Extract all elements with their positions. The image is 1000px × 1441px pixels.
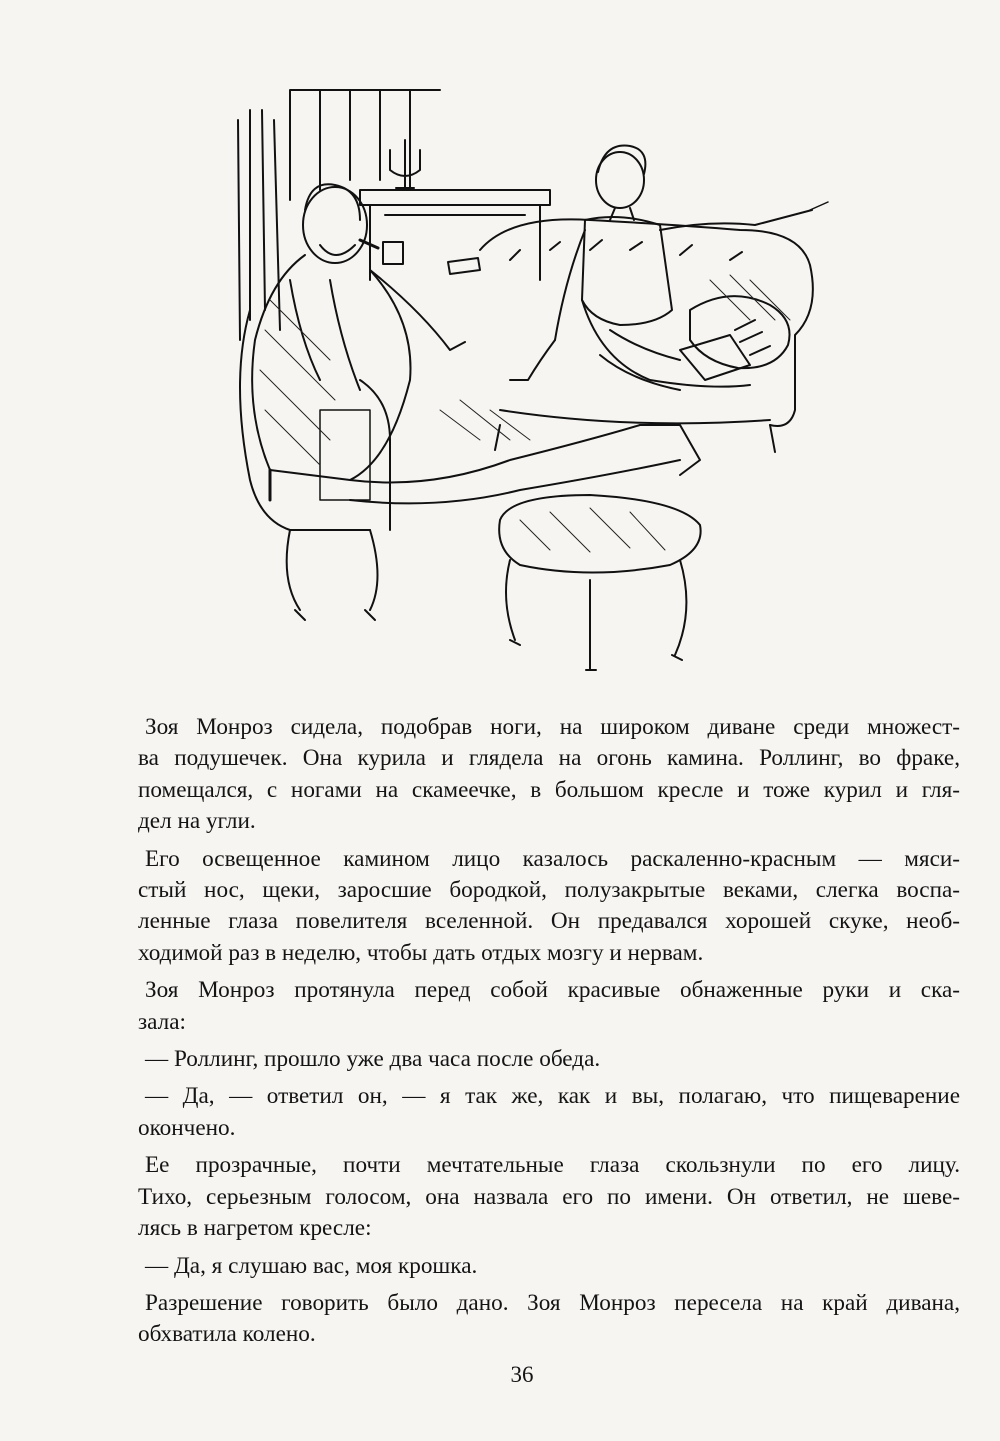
text-line: помещался, с ногами на скамеечке, в большом кресле и тоже курил и гля- — [138, 776, 960, 803]
fireplace-mantel — [360, 190, 550, 205]
candelabra-icon — [390, 140, 420, 188]
text-line: Зоя Монроз протянула перед собой красивые обнаженные руки и ска- — [145, 977, 960, 1004]
footstool — [499, 495, 700, 670]
paragraph — [138, 712, 960, 838]
paragraph — [138, 844, 960, 970]
text-line: — Да, — ответил он, — я так же, как и вы, полагаю, что пищеварение — [145, 1083, 960, 1110]
text-line: ва подушечек. Она курила и глядела на огонь камина. Роллинг, во фраке, — [138, 745, 960, 772]
text-line: — Роллинг, прошло уже два часа после обеда. — [145, 1046, 601, 1073]
text-line: Тихо, серьезным голосом, она назвала его по имени. Он ответил, не шеве- — [138, 1183, 960, 1210]
paragraph — [138, 975, 960, 1038]
text-line: — Да, я слушаю вас, моя крошка. — [145, 1252, 478, 1279]
body-text — [138, 712, 960, 1357]
window-frame — [290, 90, 440, 200]
text-line: ленные глаза повелителя вселенной. Он предавался хорошей скуке, необ- — [138, 908, 960, 935]
paragraph — [138, 1288, 960, 1351]
text-line: Зоя Монроз сидела, подобрав ноги, на широком диване среди множест- — [145, 714, 960, 740]
armchair — [240, 310, 390, 620]
woman-figure — [510, 146, 828, 390]
text-line: ходимой раз в неделю, чтобы дать отдых мозгу и нервам. — [138, 939, 704, 966]
curtain-left — [238, 110, 280, 340]
text-line: Его освещенное камином лицо казалось раскаленно-красным — мяси- — [145, 845, 960, 872]
text-line: обхватила колено. — [138, 1321, 316, 1348]
text-line: Разрешение говорить было дано. Зоя Монроз пересела на край дивана, — [145, 1289, 960, 1316]
paragraph — [138, 1081, 960, 1144]
picture-frame — [383, 242, 403, 264]
text-line: дел на угли. — [138, 808, 256, 835]
text-line: окончено. — [138, 1114, 236, 1141]
books-on-table — [448, 258, 480, 274]
page-number: 36 — [510, 1362, 534, 1387]
text-line: зала: — [138, 1008, 186, 1035]
cushions — [680, 296, 790, 380]
fireplace-scene-illustration — [210, 80, 840, 680]
text-line: лясь в нагретом кресле: — [138, 1215, 372, 1242]
paragraph — [138, 1044, 960, 1075]
text-line: стый нос, щеки, заросшие бородкой, полузакрытые веками, слегка воспа- — [138, 877, 960, 904]
sofa-outline — [480, 219, 813, 452]
paragraph — [138, 1251, 960, 1282]
paragraph — [138, 1150, 960, 1244]
text-line: Ее прозрачные, почти мечтательные глаза скользнули по его лицу. — [145, 1152, 960, 1179]
